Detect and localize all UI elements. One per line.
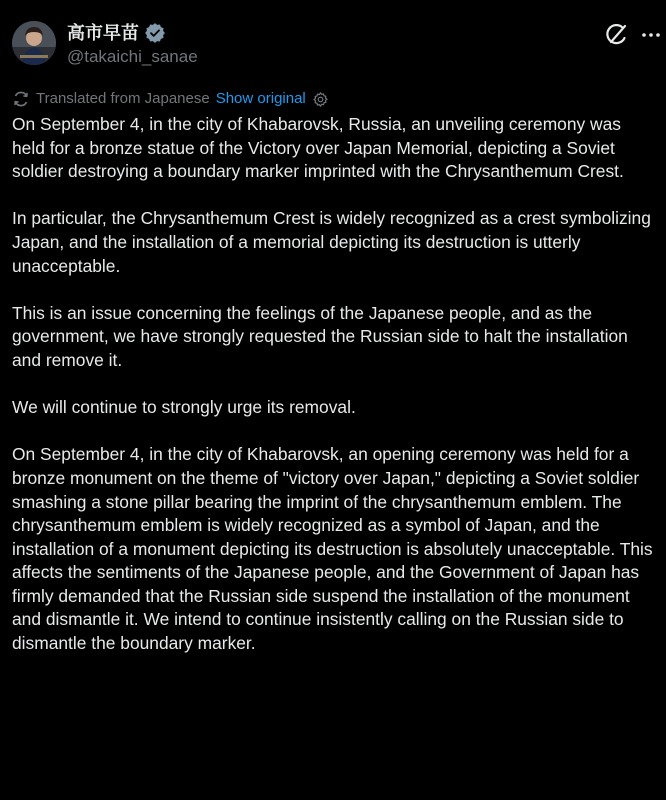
author-handle[interactable]: @takaichi_sanae (67, 47, 198, 66)
translated-label: Translated from Japanese (36, 90, 210, 107)
post-paragraph: We will continue to strongly urge its removal. (12, 397, 356, 418)
show-original-link[interactable]: Show original (215, 90, 306, 107)
post-paragraph: On September 4, in the city of Khabarovsk, Russia, an unveiling ceremony was held for a bronze statue of the Victory over Japan Memorial, depicting a Soviet soldier destroying a boundary marker imprinted with the Chrysanthemum Crest. (12, 114, 624, 182)
avatar[interactable] (12, 21, 56, 65)
name-row (67, 22, 165, 44)
verified-badge-icon (145, 23, 165, 43)
translate-icon (12, 90, 30, 108)
post-paragraph: This is an issue concerning the feelings of the Japanese people, and as the government, we have strongly requested the Russian side to halt the installation and remove it. (12, 302, 628, 370)
post-paragraph: In particular, the Chrysanthemum Crest is widely recognized as a crest symbolizing Japan, and the installation of a memorial depicting its destruction is utterly unacceptable. (12, 208, 651, 276)
translation-notice (12, 89, 329, 109)
post-text (12, 113, 657, 679)
display-name[interactable]: 高市早苗 (67, 23, 139, 43)
more-icon[interactable] (640, 24, 662, 46)
gear-icon[interactable] (312, 91, 329, 108)
grok-icon[interactable] (603, 22, 629, 48)
post-header (0, 0, 666, 80)
post-paragraph: On September 4, in the city of Khabarovsk, an opening ceremony was held for a bronze monument on the theme of "victory over Japan," depicting a Soviet soldier smashing a stone pillar bearing the imprint of the chrysanthemum emblem. The chrysanthemum emblem is widely recognized as a symbol of Japan, and the installation of a monument depicting its destruction is absolutely unacceptable. This affects the sentiments of the Japanese people, and the Government of Japan has firmly demanded that the Russian side suspend the installation of the monument and dismantle it. We intend to continue insistently calling on the Russian side to dismantle the boundary marker. (12, 444, 653, 654)
